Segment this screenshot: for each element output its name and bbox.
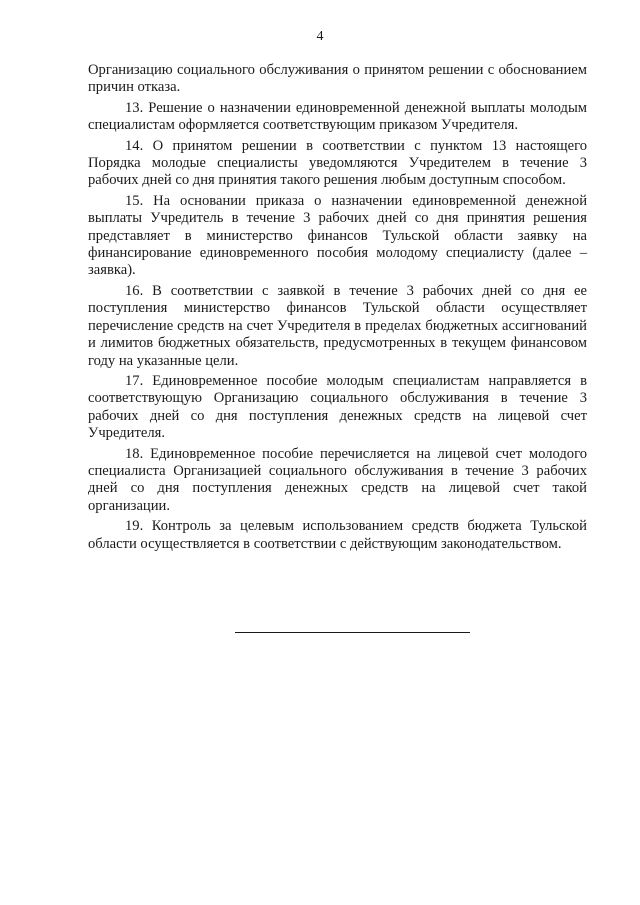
- paragraph-18: 18. Единовременное пособие перечисляется на лицевой счет молодого специалиста Организацией социального обслуживания в течение 3 рабочих дней со дня поступления денежных средств на лицевой счет такой организации.: [88, 445, 587, 514]
- paragraph-17: 17. Единовременное пособие молодым специалистам направляется в соответствующую Организацию социального обслуживания в течение 3 рабочих дней со дня поступления денежных средств на лицевой счет Учредителя.: [88, 372, 587, 442]
- page-number: 4: [316, 29, 324, 44]
- paragraph-19: 19. Контроль за целевым использованием средств бюджета Тульской области осуществляется в соответствии с действующим законодательством.: [88, 518, 587, 552]
- paragraph-14: 14. О принятом решении в соответствии с пунктом 13 настоящего Порядка молодые специалисты уведомляются Учредителем в течение 3 рабочих дней со дня принятия такого решения любым доступным способом.: [88, 137, 587, 189]
- paragraph-16: 16. В соответствии с заявкой в течение 3 рабочих дней со дня ее поступления министерство финансов Тульской области осуществляет перечисление средств на счет Учредителя в пределах бюджетных ассигнований и лимитов бюджетных обязательств, предусмотренных в текущем финансовом году на указанные цели.: [88, 282, 587, 369]
- document-body: [88, 62, 587, 556]
- paragraph-13: 13. Решение о назначении единовременной денежной выплаты молодым специалистам оформляется соответствующим приказом Учредителя.: [88, 99, 587, 134]
- paragraph-15: 15. На основании приказа о назначении единовременной денежной выплаты Учредитель в течение 3 рабочих дней со дня принятия решения представляет в министерство финансов Тульской области заявку на финансирование единовременного пособия молодому специалисту (далее – заявка).: [88, 192, 587, 279]
- end-separator-line: [235, 632, 470, 633]
- paragraph-continuation: Организацию социального обслуживания о принятом решении с обоснованием причин отказа.: [88, 62, 587, 96]
